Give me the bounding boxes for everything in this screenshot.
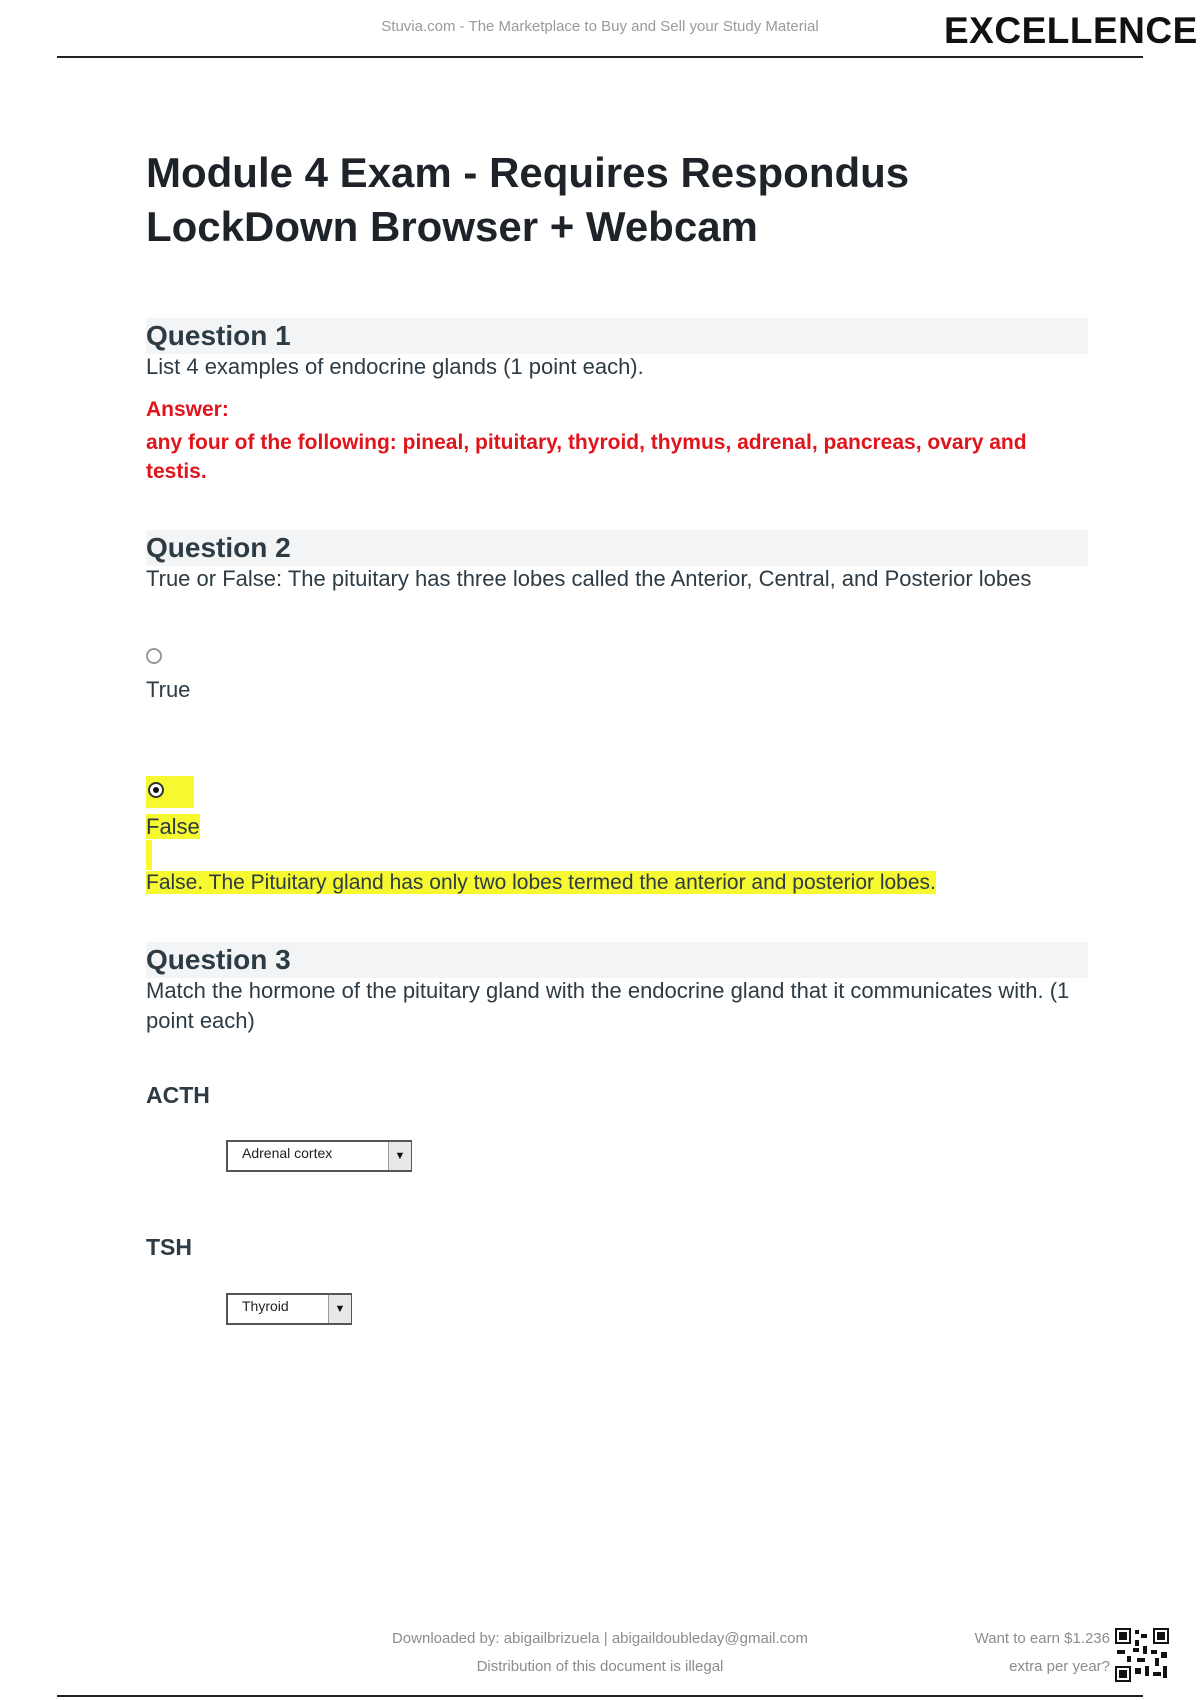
match-select-acth[interactable] [226,1140,412,1172]
radio-false[interactable] [146,776,194,808]
radio-selected-icon [148,782,164,798]
match-select-tsh[interactable] [226,1293,352,1325]
radio-circle-icon [146,648,162,664]
question-2-heading: Question 2 [146,532,291,563]
question-3-header [146,942,1088,978]
answer-explanation [146,868,936,898]
match-select-acth-value: Adrenal cortex [242,1145,333,1161]
chevron-down-icon: ▼ [388,1142,411,1170]
answer-label: Answer: [146,398,229,421]
option-true-label: True [146,677,191,702]
page-title: Module 4 Exam - Requires Respondus LockDown Browser + Webcam [146,149,910,250]
footer-divider [57,1695,1143,1697]
qr-code-icon[interactable] [1115,1628,1169,1682]
radio-true[interactable] [146,648,166,668]
option-false-text: False [146,814,200,839]
question-2-text: True or False: The pituitary has three lobes called the Anterior, Central, and Posterior lobes [146,566,1032,591]
earn-promo-line-2[interactable]: extra per year? [1009,1658,1110,1675]
chevron-down-icon: ▼ [328,1295,351,1323]
match-term-tsh: TSH [146,1234,192,1260]
distribution-notice: Distribution of this document is illegal [476,1658,724,1675]
earn-promo-line-1[interactable]: Want to earn $1.236 [974,1630,1110,1647]
match-select-tsh-value: Thyroid [242,1298,289,1314]
question-2-header [146,530,1088,566]
question-1-heading: Question 1 [146,320,291,351]
downloaded-by-text: Downloaded by: abigailbrizuela | abigaildoubleday@gmail.com [391,1630,809,1647]
site-header-text: Stuvia.com - The Marketplace to Buy and Sell your Study Material [381,18,819,35]
question-1-text: List 4 examples of endocrine glands (1 point each). [146,354,644,379]
brand-label: EXCELLENCE [944,10,1198,51]
question-1-header [146,318,1088,354]
match-term-acth: ACTH [146,1082,210,1108]
option-false-label [146,812,200,842]
header-divider [57,56,1143,58]
highlight-marker [146,840,152,870]
question-3-text: Match the hormone of the pituitary gland with the endocrine gland that it communicates with. (1 point each) [146,978,1070,1033]
answer-text: any four of the following: pineal, pituitary, thyroid, thymus, adrenal, pancreas, ovary and testis. [146,431,1027,483]
question-3-heading: Question 3 [146,944,291,975]
answer-explanation-text: False. The Pituitary gland has only two lobes termed the anterior and posterior lobes. [146,871,936,894]
